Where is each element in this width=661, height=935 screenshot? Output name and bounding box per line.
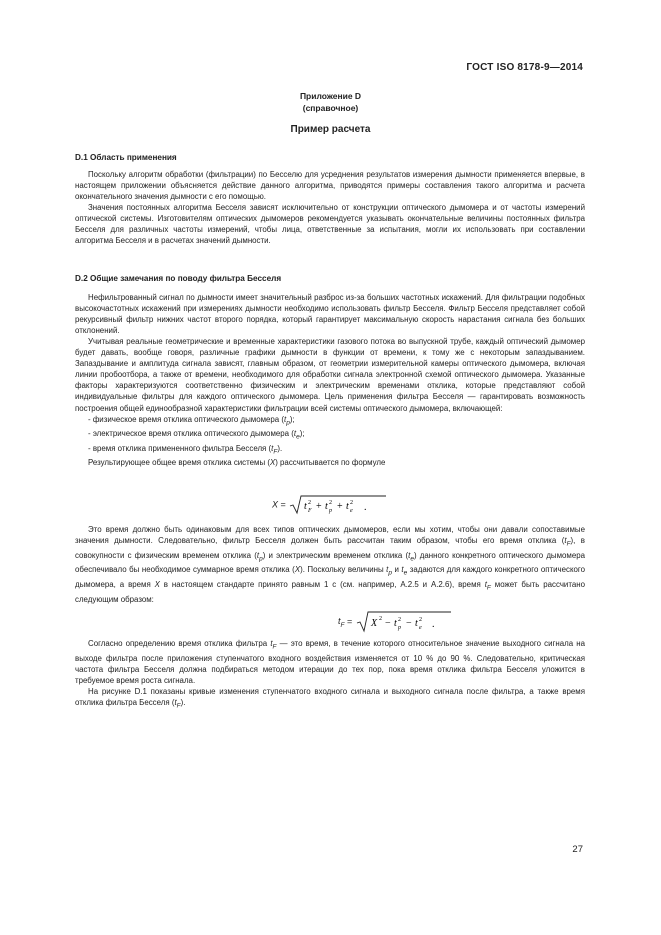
svg-text:p: p: [397, 625, 401, 631]
svg-text:+: +: [337, 501, 343, 512]
svg-text:+: +: [316, 501, 322, 512]
appendix-title: Приложение D: [299, 91, 362, 101]
svg-text:t: t: [304, 501, 308, 512]
appendix-subtitle: (справочное): [302, 103, 359, 113]
svg-text:2: 2: [418, 617, 422, 623]
list-item: - физическое время отклика оптического дымомера $(t_p)$;: [88, 414, 295, 427]
paragraph: Поскольку алгоритм обработки (фильтрации) по Бесселю для усреднения результатов измерения дымности применяется впервые, в настоящем приложении объясняется действие данного алгоритма, приводятся примеры составления такого алгоритма и расчета окончательного значения дымности с его помощью.: [75, 170, 585, 202]
svg-text:2: 2: [378, 616, 382, 622]
list-item: - электрическое время отклика оптического дымомера $(t_e)$;: [88, 429, 305, 441]
svg-text:.: .: [364, 502, 367, 513]
svg-text:2: 2: [308, 500, 312, 506]
paragraph: На рисунке D.1 показаны кривые изменения ступенчатого входного сигнала и выходного сигнала после фильтра, а также время отклика фильтра Бесселя $(t_F)$.: [75, 686, 585, 710]
section-d2-title: D.2 Общие замечания по поводу фильтра Бесселя: [75, 274, 282, 283]
svg-text:X: X: [370, 618, 377, 629]
section-d1: [75, 152, 585, 246]
svg-text:−: −: [384, 618, 391, 629]
svg-text:e: e: [418, 625, 422, 631]
svg-text:e: e: [350, 508, 353, 514]
svg-text:.: .: [431, 619, 435, 630]
svg-text:t: t: [414, 618, 418, 629]
svg-text:2: 2: [329, 500, 333, 506]
page-number: 27: [572, 844, 583, 855]
sqrt-sign: [288, 494, 388, 516]
section-d1-title: D.1 Область применения: [75, 153, 177, 162]
formula-tf: $t_F$ = X 2 − t p 2 − t e 2 .: [338, 610, 455, 634]
paragraph: Согласно определению время отклика фильтра $t_F$ — это время, в течение которого относительное значение выходного сигнала на выходе фильтра после приложения ступенчатого входного воздействия изменяется от 10 % до 90 %. Следовательно, критическая частота фильтра Бесселя должна подбираться методом итерации до тех пор, пока время отклика фильтра Бесселя уложится в требуемое время роста сигнала.: [75, 639, 586, 685]
svg-text:t: t: [325, 501, 329, 512]
svg-text:p: p: [329, 508, 333, 514]
paragraph: Это время должно быть одинаковым для всех типов оптических дымомеров, если мы хотим, чтобы они давали сопоставимые значения дымности. Следовательно, фильтр Бесселя должен быть рассчитан таким образом, чтобы его время отклика $(t_F)$, в совокупности с физическим временем отклика $(t_p)$ и электрическим временем отклика $(t_e)$ данного конкретного оптического дымомера обеспечивало бы необходимое суммарное время отклика (X). Поскольку величины $t_p$ и $t_e$ задаются для каждого конкретного оптического дымомера, а время X в настоящем стандарте принято равным 1 с (см. например, А.2.5 и А.2.6), время $t_F$ может быть рассчитано следующим образом:: [75, 525, 585, 604]
svg-text:−: −: [405, 618, 412, 629]
svg-text:t: t: [346, 501, 350, 512]
list-item: - время отклика примененного фильтра Бесселя $(t_F)$.: [88, 443, 283, 456]
svg-text:t: t: [393, 618, 397, 629]
svg-text:F: F: [308, 508, 312, 514]
svg-text:2: 2: [350, 500, 354, 506]
paragraph: Учитывая реальные геометрические и временные характеристики газового потока во выпускной трубе, каждый оптический дымомер будет давать, вообще говоря, различные графики дымности в функции от времени, к тому же с некоторым запаздыванием. Запаздывание и амплитуда сигнала зависят, главным образом, от геометрии измерительной камеры оптического дымомера, включая линии пробоотбора, а также от времени, необходимого для обработки сигнала электронной схемой оптического дымомера. Указанные факторы характеризуются соответственно физическим и электрическим временами отклика, которые представляют собой индивидуальные фильтры для каждого оптического дымомера. Цель применения фильтра Бесселя — гарантировать возможность построения общей единообразной характеристики фильтрации всей системы оптического дымомера, включающей:: [75, 337, 585, 413]
section-d2: [75, 273, 585, 468]
paragraph: Значения постоянных алгоритма Бесселя зависят исключительно от конструкции оптического дымомера и от частоты измерений оптической системы. Изготовителям оптических дымомеров рекомендуется указывать окончательные величины постоянных фильтра Бесселя для различных частоты измерений, чтобы лица, ответственные за испытания, могли их использовать при составлении алгоритма Бесселя и в расчетах значений дымности.: [75, 203, 585, 246]
standard-header: ГОСТ ISO 8178-9—2014: [466, 62, 583, 73]
paragraph-block: [75, 524, 585, 605]
svg-text:2: 2: [397, 617, 401, 623]
paragraph: Нефильтрованный сигнал по дымности имеет значительный разброс из-за больших частотных искажений. Для фильтрации подобных высокочастотных искажений при измерениях дымности необходимо использовать фильтр Бесселя. Фильтр Бесселя представляет собой рекурсивный фильтр нижних частот второго порядка, который гарантирует максимальную скорость нарастания сигнала без больших отклонений.: [75, 293, 585, 336]
paragraph: Результирующее общее время отклика системы (X) рассчитывается по формуле: [88, 458, 386, 468]
sqrt-sign: [355, 610, 455, 634]
appendix-name: Пример расчета: [290, 124, 371, 135]
formula-x: X = t F 2 + t p 2 + t e 2 .: [272, 494, 388, 516]
paragraph-block: [75, 638, 585, 711]
